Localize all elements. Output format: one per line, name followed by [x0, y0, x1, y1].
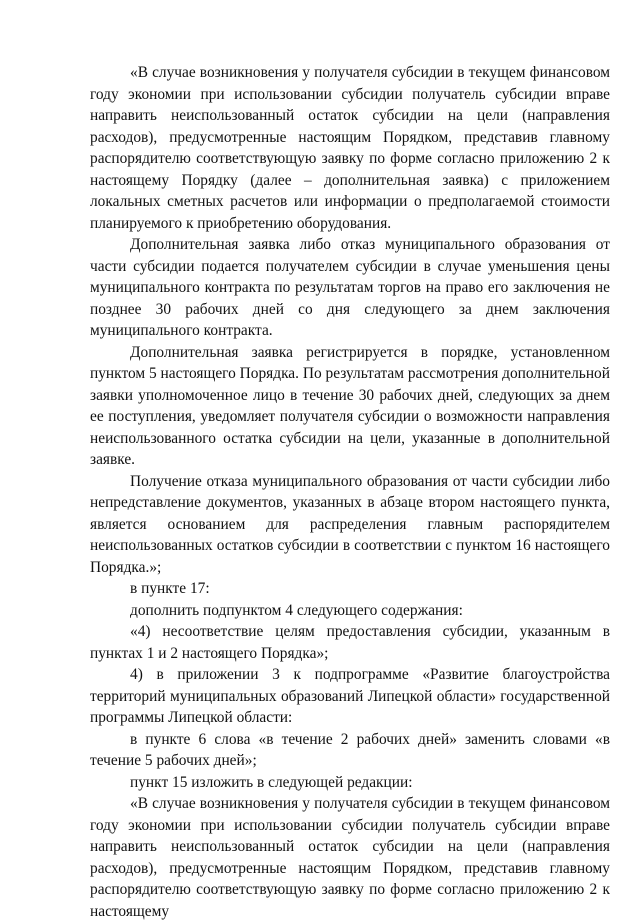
document-page	[90, 62, 610, 922]
paragraph-registration: Дополнительная заявка регистрируется в порядке, установленном пунктом 5 настоящего Порядка. По результатам рассмотрения дополнительной заявки уполномоченное лицо в течение 30 рабочих дней, следующих за днем ее поступления, уведомляет получателя субсидии о возможности направления неиспользованного остатка субсидии на цели, указанные в дополнительной заявке.	[90, 343, 610, 468]
paragraph-submission-deadline: Дополнительная заявка либо отказ муниципального образования от части субсидии подается получателем субсидии в случае уменьшения цены муниципального контракта по результатам торгов на право его заключения не позднее 30 рабочих дней со дня следующего за днем заключения муниципального контракта.	[90, 236, 610, 339]
paragraph-clause-15-intro: пункт 15 изложить в следующей редакции:	[130, 773, 413, 791]
paragraph-subclause-4: «4) несоответствие целям предоставления субсидии, указанным в пунктах 1 и 2 настоящего Порядка»;	[90, 623, 610, 662]
paragraph-clause-15-text: «В случае возникновения у получателя субсидии в текущем финансовом году экономии при использовании субсидии получатель субсидии вправе направить неиспользованный остаток субсидии на цели (направления расходов), предусмотренные настоящим Порядком, представив главному распорядителю соответствующую заявку по форме согласно приложению 2 к настоящему	[90, 795, 610, 920]
paragraph-appendix-3: 4) в приложении 3 к подпрограмме «Развитие благоустройства территорий муниципальных образований Липецкой области» государственной программы Липецкой области:	[90, 666, 610, 726]
paragraph-add-subclause: дополнить подпунктом 4 следующего содержания:	[130, 601, 463, 619]
paragraph-additional-request-rule: «В случае возникновения у получателя субсидии в текущем финансовом году экономии при использовании субсидии получатель субсидии вправе направить неиспользованный остаток субсидии на цели (направления расходов), предусмотренные настоящим Порядком, представив главному распорядителю соответствующую заявку по форме согласно приложению 2 к настоящему Порядку (далее – дополнительная заявка) с приложением локальных сметных расчетов или информации о предполагаемой стоимости планируемого к приобретению оборудования.	[90, 64, 610, 232]
paragraph-clause-6-change: в пункте 6 слова «в течение 2 рабочих дней» заменить словами «в течение 5 рабочих дней»;	[90, 730, 610, 769]
paragraph-clause-17: в пункте 17:	[130, 580, 210, 597]
paragraph-refusal-grounds: Получение отказа муниципального образования от части субсидии либо непредставление документов, указанных в абзаце втором настоящего пункта, является основанием для распределения главным распорядителем неиспользованных остатков субсидии в соответствии с пунктом 16 настоящего Порядка.»;	[90, 472, 610, 576]
